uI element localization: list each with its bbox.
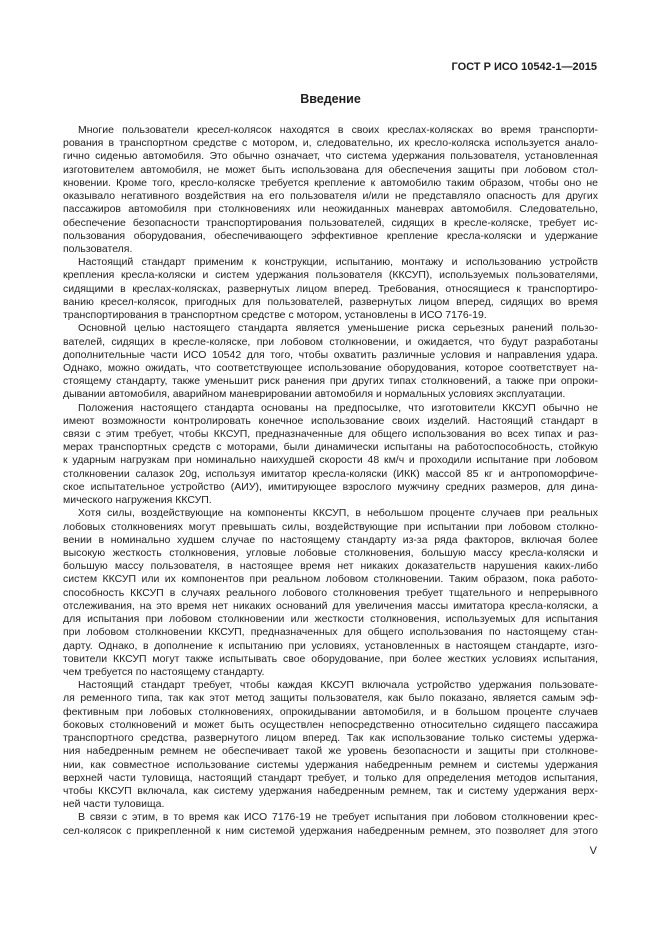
text-line: высокую жесткость столкновения, угловые лобовые столкновения, большую массу кресла-коляски и (63, 547, 598, 559)
paragraph (63, 811, 598, 837)
text-line: систем ККСУП или их компонентов при реальном лобовом столкновении. Таким образом, пока работо- (63, 573, 598, 586)
document-id-header: ГОСТ Р ИСО 10542-1—2015 (451, 61, 597, 73)
text-line: боковых столкновений и может быть осуществлен непосредственно относительно сидящего пассажира (63, 718, 598, 731)
text-line: гично сиденью автомобиля. Это обычно означает, что система удержания пользователя, установленная (63, 150, 598, 163)
text-line: отслеживания, на это время нет никаких оснований для увеличения массы имитатора кресла-коляски, а (63, 599, 598, 612)
text-line: ния набедренным ремнем не обеспечивает такой же уровень безопасности и защиты при столкнове- (63, 745, 598, 758)
text-line: рования в транспортном средстве с мотором, и, следовательно, их кресло-коляска используется анало- (63, 137, 598, 150)
text-line: товители ККСУП могут также испытывать свое оборудование, при более жестких условиях испытания, (63, 652, 598, 665)
text-line: способность ККСУП в случаях реального лобового столкновения требует тщательного и непрерывного (63, 586, 598, 599)
text-line: транспортирования в транспортном средстве с мотором, установлены в ИСО 7176-19. (63, 309, 487, 322)
text-line: Многие пользователи кресел-колясок находятся в своих креслах-колясках во время транспорти- (78, 124, 598, 136)
paragraph (63, 256, 598, 322)
text-line: Настоящий стандарт требует, чтобы каждая ККСУП включала устройство удержания пользовате- (78, 679, 598, 692)
section-title: Введение (300, 92, 361, 106)
text-line: ское испытательное устройство (АИУ), имитирующее взрослого мужчину средних размеров, для дина- (63, 480, 598, 493)
paragraph (63, 679, 598, 811)
text-line: Основной целью настоящего стандарта является уменьшение риска серьезных ранений пользо- (78, 322, 598, 335)
text-line: пассажиров автомобиля при столкновениях или неожиданных маневрах автомобиля. Следовательно, (63, 203, 598, 216)
text-line: имеют возможности контролировать конечное использование своих изделий. Настоящий стандарт в (63, 414, 598, 427)
text-line: верхней части туловища, настоящий стандарт требует, и только для определения методов испытания, (63, 771, 598, 784)
text-line: при лобовом столкновении ККСУП, предназначенных для общего использования по настоящему стан- (63, 626, 598, 639)
paragraph (63, 507, 598, 679)
text-line: Однако, можно ожидать, что соответствующее использование оборудования, которое соответствует на- (63, 361, 598, 374)
text-line: ней части туловища. (63, 798, 165, 811)
text-line: вении в номинально худшем случае по настоящему стандарту из-за ряда факторов, включая более (63, 533, 598, 546)
text-line: дарту. Однако, в дополнение к испытанию при условиях, установленных в настоящем стандарте, изго- (63, 639, 598, 652)
text-line: столкновении салазок 20g, используя имитатор кресла-коляски (ИКК) массой 85 кг и антропоморфиче- (63, 467, 598, 480)
text-line: В связи с этим, в то время как ИСО 7176-19 не требует испытания при лобовом столкновении крес- (78, 811, 598, 824)
text-line: пользователя. (63, 242, 133, 255)
page-number: V (589, 845, 597, 857)
text-line: вателей, сидящих в кресле-коляске, при лобовом столкновении, и ожидается, что будут разработаны (63, 335, 598, 348)
text-line: изготовителем автомобиля, не может быть использована для обеспечения защиты при лобовом стол- (63, 163, 598, 176)
text-line: нии, как совместное использование системы удержания набедренным ремнем и системы удержания (63, 758, 598, 771)
text-line: к ударным нагрузкам при номинально наихудшей скорости 48 км/ч и проходили испытание при лобовом (63, 454, 598, 467)
text-line: дывании автомобиля, аварийном маневрировании автомобиля и нормальных условиях эксплуатации. (63, 388, 566, 401)
text-line: фективным при лобовых столкновениях, опрокидывании автомобиля, и в большом проценте случаев (63, 705, 598, 718)
text-line: мерах транспортных средств с моторами, были динамически испытаны на работоспособность, стойкую (63, 441, 598, 454)
text-line: оказывало негативного воздействия на его пользователя и/или не представляло опасность для других (63, 190, 598, 203)
paragraph (63, 124, 598, 256)
text-line: дополнительные части ИСО 10542 для того, чтобы охватить различные условия и направления удара. (63, 348, 598, 361)
text-line: ванию кресел-колясок, пригодных для пользователей, развернутых лицом вперед, сидящих во время (63, 295, 598, 308)
text-line: чтобы ККСУП включала, как систему удержания набедренным ремнем, так и систему удержания верх- (63, 784, 598, 797)
text-line: мического нагружения ККСУП. (63, 494, 212, 507)
text-line: Положения настоящего стандарта основаны на предпосылке, что изготовители ККСУП обычно не (78, 401, 598, 414)
text-line: Настоящий стандарт применим к конструкции, испытанию, монтажу и использованию устройств (78, 256, 598, 269)
text-line: связи с этим требует, чтобы ККСУП, предназначенные для общего использования во всех типах и раз- (63, 428, 598, 441)
text-line: пользования оборудования, обеспечивающего эффективное крепление кресла-коляски и удержание (63, 229, 598, 242)
text-line: лобовых столкновениях могут превышать силы, воздействующие при испытании при лобовом столкно- (63, 520, 598, 533)
text-line: Хотя силы, воздействующие на компоненты ККСУП, в небольшом проценте случаев при реальных (78, 507, 598, 520)
text-line: транспортного средства, развернутого лицом вперед. Так как использование только системы удержа- (63, 732, 598, 745)
text-line: обеспечение безопасности транспортирования пользователей, сидящих в кресле-коляске, требует ис- (63, 216, 598, 229)
paragraph (63, 402, 598, 508)
text-line: кновении. Кроме того, кресло-коляске требуется крепление к автомобилю таким образом, чтобы оно не (63, 176, 598, 189)
text-line: сидящими в креслах-колясках, развернутых лицом вперед. Требования, относящиеся к транспортиро- (63, 282, 598, 295)
text-line: ля ременного типа, так как этот метод защиты пользователя, как было показано, является самым эф- (63, 692, 598, 705)
text-line: для испытания при лобовом столкновении или жесткости столкновения, используемых для испытания (63, 613, 598, 626)
text-line: крепления кресла-коляски и систем удержания пользователя (ККСУП), используемых пользователями, (63, 269, 598, 282)
text-line: сел-колясок с прикрепленной к ним системой удержания набедренным ремнем, это позволяет для этого (63, 824, 598, 837)
text-line: большую массу пользователя, в настоящее время нет никаких доказательств нарушения каких-либо (63, 560, 598, 573)
document-body (63, 124, 598, 838)
text-line: стоящему стандарту, также уменьшит риск ранения при других типах столкновений, а также при опроки- (63, 375, 598, 388)
paragraph (63, 322, 598, 401)
text-line: чем требуется по настоящему стандарту. (63, 665, 265, 678)
